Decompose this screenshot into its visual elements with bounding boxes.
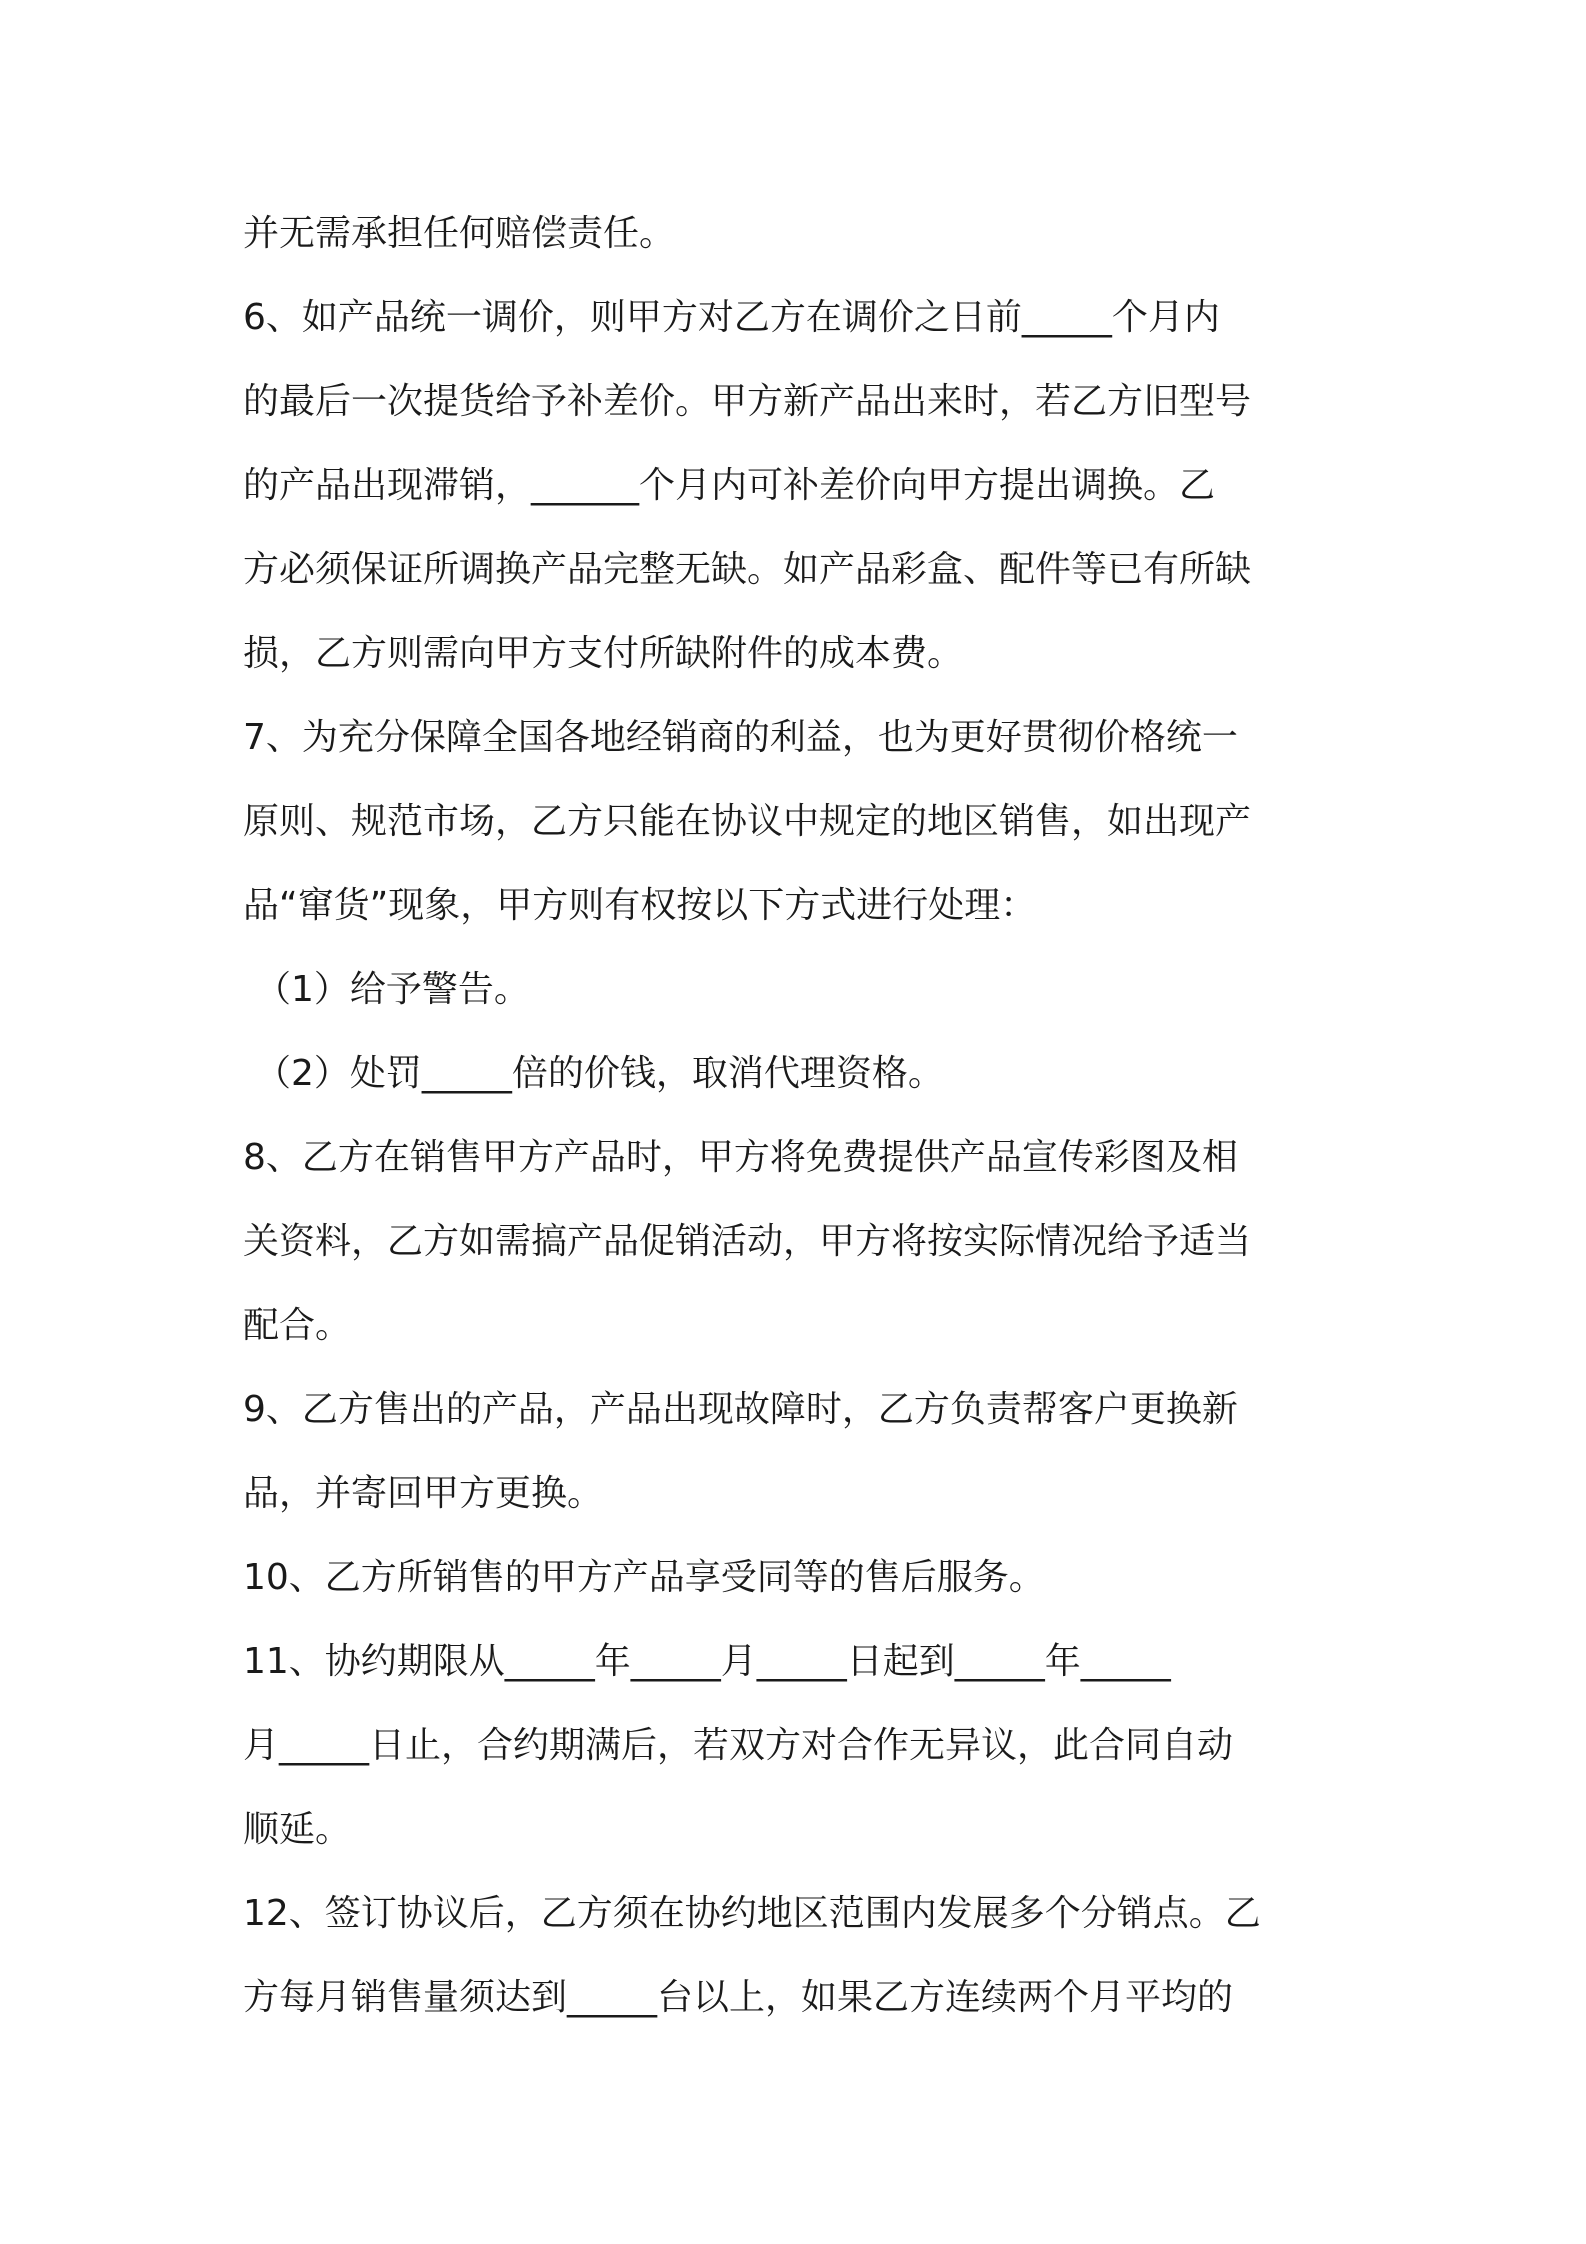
clause-11-line: 11、协约期限从_____年_____月_____日起到_____年_____ xyxy=(243,1641,1171,1682)
clause-10-line: 10、乙方所销售的甲方产品享受同等的售后服务。 xyxy=(243,1557,1045,1598)
text-line: 关资料，乙方如需搞产品促销活动，甲方将按实际情况给予适当 xyxy=(243,1221,1252,1262)
document-body xyxy=(243,192,1353,2040)
text-line: 方必须保证所调换产品完整无缺。如产品彩盒、配件等已有所缺 xyxy=(243,549,1252,590)
text-line: 顺延。 xyxy=(243,1809,352,1850)
text-line: 的产品出现滞销，______个月内可补差价向甲方提出调换。乙 xyxy=(243,465,1216,506)
text-line: 原则、规范市场，乙方只能在协议中规定的地区销售，如出现产 xyxy=(243,801,1252,842)
clause-9-line: 9、乙方售出的产品，产品出现故障时，乙方负责帮客户更换新 xyxy=(243,1389,1238,1430)
clause-6-line: 6、如产品统一调价，则甲方对乙方在调价之日前_____个月内 xyxy=(243,297,1220,338)
sub-item-2: （2）处罚_____倍的价钱，取消代理资格。 xyxy=(255,1053,944,1094)
text-line: 月_____日止，合约期满后，若双方对合作无异议，此合同自动 xyxy=(243,1725,1234,1766)
sub-item-1: （1）给予警告。 xyxy=(255,969,530,1010)
text-line: 品，并寄回甲方更换。 xyxy=(243,1473,604,1514)
clause-7-line: 7、为充分保障全国各地经销商的利益，也为更好贯彻价格统一 xyxy=(243,717,1238,758)
text-line: 品“窜货”现象，甲方则有权按以下方式进行处理： xyxy=(243,885,1037,926)
text-line: 方每月销售量须达到_____台以上，如果乙方连续两个月平均的 xyxy=(243,1977,1234,2018)
clause-12-line: 12、签订协议后，乙方须在协约地区范围内发展多个分销点。乙 xyxy=(243,1893,1261,1934)
text-line: 并无需承担任何赔偿责任。 xyxy=(243,213,676,254)
clause-8-line: 8、乙方在销售甲方产品时，甲方将免费提供产品宣传彩图及相 xyxy=(243,1137,1238,1178)
text-line: 损，乙方则需向甲方支付所缺附件的成本费。 xyxy=(243,633,964,674)
text-line: 的最后一次提货给予补差价。甲方新产品出来时，若乙方旧型号 xyxy=(243,381,1252,422)
text-line: 配合。 xyxy=(243,1305,352,1346)
